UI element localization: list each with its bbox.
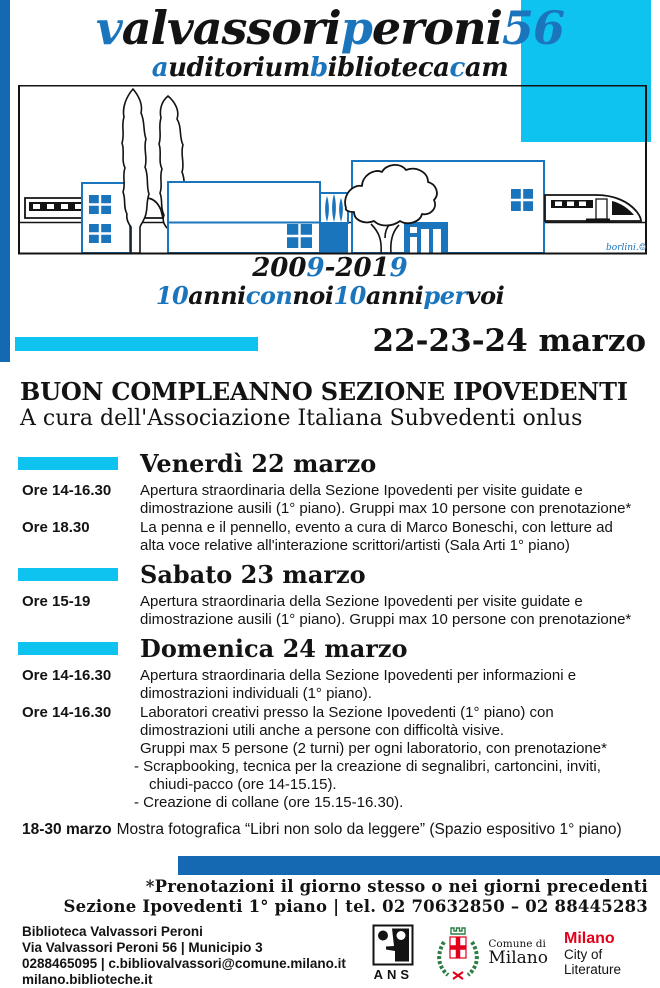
artist-signature: borlini.☺ bbox=[606, 243, 647, 253]
submark-segment: c bbox=[449, 53, 465, 83]
library-contact bbox=[22, 924, 346, 988]
day-accent-bar bbox=[18, 457, 118, 470]
day-title: Venerdì 22 marzo bbox=[140, 448, 377, 478]
years-segment: 200 bbox=[252, 253, 307, 283]
slogan-segment: 10 bbox=[155, 281, 189, 310]
text-line: dimostrazioni individuali (1° piano). bbox=[140, 685, 372, 702]
milano-city-of-literature-logo bbox=[564, 930, 648, 977]
day-accent-bar bbox=[18, 568, 118, 581]
booking-accent-bar bbox=[178, 856, 660, 875]
slot-time: Ore 15-19 bbox=[22, 593, 91, 610]
text-line: La penna e il pennello, evento a cura di Marco Boneschi, con letture ad bbox=[140, 519, 613, 536]
right-train-drawing bbox=[545, 195, 641, 223]
wordmark-segment: 56 bbox=[502, 1, 565, 55]
mcol-logo-line: City of bbox=[564, 946, 603, 962]
schedule-slot bbox=[0, 482, 660, 518]
anniversary-slogan bbox=[0, 282, 660, 309]
slogan-segment: voi bbox=[466, 281, 505, 310]
wordmark-segment: eroni bbox=[371, 1, 502, 55]
submark-segment: b bbox=[309, 53, 328, 83]
slot-time: Ore 14-16.30 bbox=[22, 667, 112, 684]
day-section bbox=[0, 448, 660, 555]
day-accent-bar bbox=[18, 642, 118, 655]
mcol-logo-line: Literature bbox=[564, 961, 622, 977]
day-header bbox=[0, 559, 660, 589]
text-line: - Scrapbooking, tecnica per la creazione di segnalibri, cartoncini, inviti, bbox=[134, 758, 601, 775]
years-segment: 9 bbox=[389, 253, 408, 283]
slot-time: Ore 18.30 bbox=[22, 519, 90, 536]
comune-logo-line: Comune di bbox=[488, 937, 546, 950]
comune-milano-crest-icon bbox=[433, 924, 483, 982]
comune-logo-line: Milano bbox=[488, 947, 548, 968]
cypress-courtyard-drawing bbox=[320, 193, 348, 253]
booking-info bbox=[64, 877, 649, 917]
years-segment: -201 bbox=[324, 253, 390, 283]
text-line: Apertura straordinaria della Sezione Ipovedenti per visite guidate e bbox=[140, 593, 583, 610]
contact-line: 0288465095 | c.bibliovalvassori@comune.milano.it bbox=[22, 956, 346, 971]
text-line: Gruppi max 5 persone (2 turni) per ogni laboratorio, con prenotazione* bbox=[140, 740, 607, 757]
submark-segment: iblioteca bbox=[327, 53, 450, 83]
slot-description bbox=[140, 667, 648, 703]
day-section bbox=[0, 633, 660, 812]
event-title: BUON COMPLEANNO SEZIONE IPOVEDENTI bbox=[20, 377, 628, 406]
schedule-slot bbox=[0, 519, 660, 555]
years-segment: 9 bbox=[306, 253, 325, 283]
middle-building-drawing bbox=[168, 182, 320, 253]
exhibition-text: Mostra fotografica “Libri non solo da leggere” (Spazio espositivo 1° piano) bbox=[116, 821, 622, 838]
slogan-segment: con bbox=[245, 281, 293, 310]
text-line: alta voce relative all'interazione scrittori/artisti (Sala Arti 1° piano) bbox=[140, 537, 570, 554]
wordmark-segment: p bbox=[340, 1, 372, 55]
slot-time: Ore 14-16.30 bbox=[22, 704, 112, 721]
comune-milano-logo-text bbox=[488, 939, 548, 968]
day-header bbox=[0, 633, 660, 663]
submark-segment: uditorium bbox=[168, 53, 310, 83]
event-subtitle: A cura dell'Associazione Italiana Subvedenti onlus bbox=[20, 406, 583, 431]
slogan-segment: anni bbox=[365, 281, 424, 310]
mcol-logo-line: Milano bbox=[564, 929, 615, 947]
slot-time: Ore 14-16.30 bbox=[22, 482, 112, 499]
dates-accent-bar bbox=[15, 337, 258, 351]
wordmark-segment: alvassori bbox=[121, 1, 341, 55]
footer bbox=[22, 924, 648, 988]
contact-line: Biblioteca Valvassori Peroni bbox=[22, 924, 203, 939]
text-line: chiudi-pacco (ore 14-15.15). bbox=[149, 776, 337, 793]
wordmark-segment: v bbox=[95, 1, 122, 55]
booking-line: *Prenotazioni il giorno stesso o nei giorni precedenti bbox=[145, 877, 648, 896]
day-section bbox=[0, 559, 660, 629]
exhibition-note bbox=[22, 821, 622, 839]
contact-line: milano.biblioteche.it bbox=[22, 972, 153, 987]
ans-logo bbox=[369, 924, 417, 982]
text-line: dimostrazione ausili (1° piano). Gruppi max 10 persone con prenotazione* bbox=[140, 611, 632, 628]
schedule-slot bbox=[0, 667, 660, 703]
library-illustration bbox=[0, 85, 660, 255]
ans-logo-icon bbox=[372, 924, 414, 966]
library-submark bbox=[0, 53, 660, 83]
library-wordmark bbox=[0, 2, 660, 54]
text-line: dimostrazione ausili (1° piano). Gruppi max 10 persone con prenotazione* bbox=[140, 500, 632, 517]
slogan-segment: noi bbox=[292, 281, 334, 310]
day-title: Domenica 24 marzo bbox=[140, 633, 408, 663]
submark-segment: am bbox=[464, 53, 509, 83]
partner-logos bbox=[369, 924, 648, 982]
slot-description bbox=[134, 704, 648, 812]
schedule-slot bbox=[0, 704, 660, 812]
slot-description bbox=[140, 593, 648, 629]
text-line: - Creazione di collane (ore 15.15-16.30). bbox=[134, 794, 404, 811]
comune-milano-logo bbox=[433, 924, 548, 982]
schedule bbox=[0, 448, 660, 816]
booking-line: Sezione Ipovedenti 1° piano | tel. 02 70632850 – 02 88445283 bbox=[63, 897, 648, 916]
text-line: Laboratori creativi presso la Sezione Ipovedenti (1° piano) con bbox=[140, 704, 554, 721]
slot-description bbox=[140, 482, 648, 518]
anniversary-years bbox=[0, 254, 660, 282]
slogan-segment: anni bbox=[188, 281, 246, 310]
day-title: Sabato 23 marzo bbox=[140, 559, 366, 589]
slogan-segment: per bbox=[423, 281, 467, 310]
schedule-slot bbox=[0, 593, 660, 629]
ans-logo-label: ANS bbox=[373, 967, 414, 982]
day-header bbox=[0, 448, 660, 478]
text-line: dimostrazioni utili anche a persone con difficoltà visive. bbox=[140, 722, 505, 739]
contact-line: Via Valvassori Peroni 56 | Municipio 3 bbox=[22, 940, 263, 955]
slot-description bbox=[140, 519, 648, 555]
text-line: Apertura straordinaria della Sezione Ipovedenti per visite guidate e bbox=[140, 482, 583, 499]
event-dates: 22-23-24 marzo bbox=[372, 323, 646, 359]
submark-segment: a bbox=[151, 53, 169, 83]
text-line: Apertura straordinaria della Sezione Ipovedenti per informazioni e bbox=[140, 667, 577, 684]
slogan-segment: 10 bbox=[333, 281, 366, 310]
exhibition-date: 18-30 marzo bbox=[22, 821, 112, 838]
